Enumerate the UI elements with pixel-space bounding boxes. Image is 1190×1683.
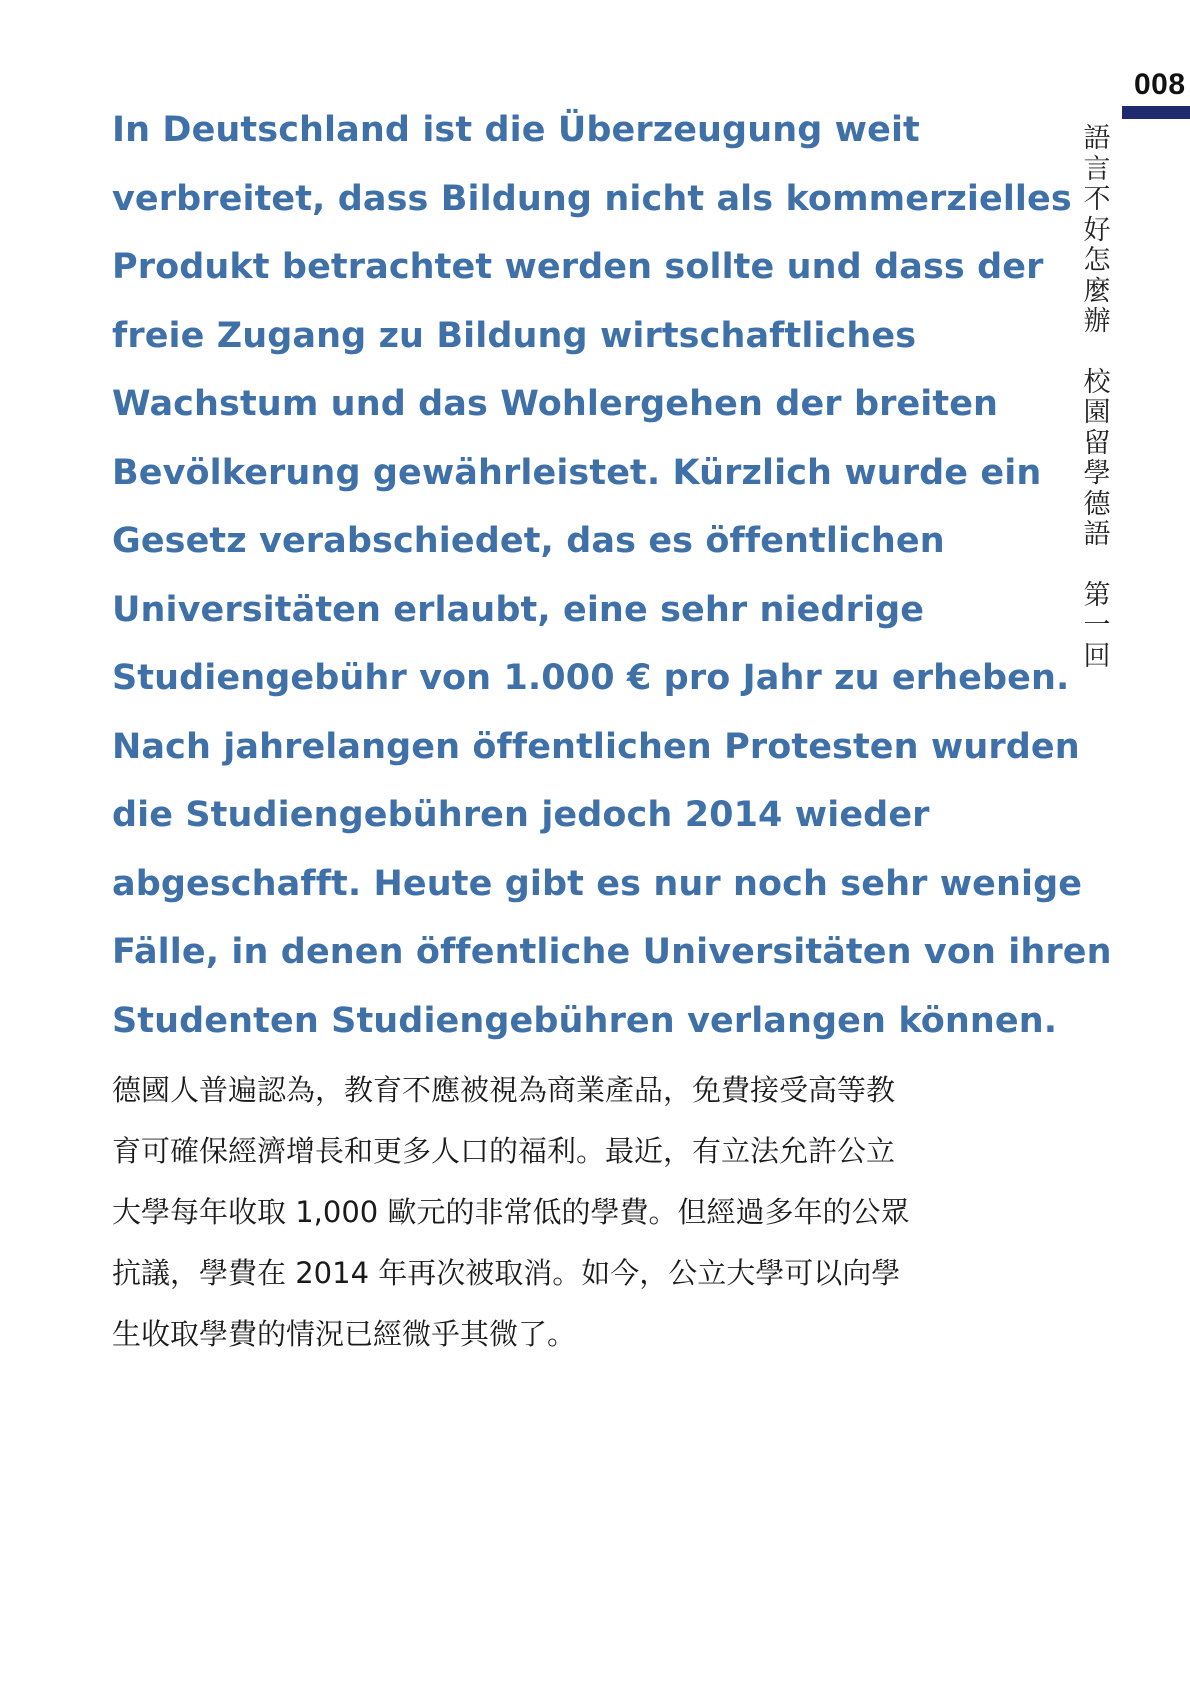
- german-line: Bevölkerung gewährleistet. Kürzlich wurde ein: [112, 452, 1042, 493]
- running-title-spacer: [1080, 551, 1114, 581]
- page-number: 008: [1134, 68, 1186, 101]
- running-title: [1080, 124, 1114, 672]
- chinese-line: 大學每年收取 1,000 歐元的非常低的學費。但經過多年的公眾: [112, 1195, 910, 1229]
- chinese-line: 德國人普遍認為，教育不應被視為商業產品，免費接受高等教: [112, 1073, 896, 1107]
- german-line: Nach jahrelangen öffentlichen Protesten wurden: [112, 726, 1080, 767]
- german-line: verbreitet, dass Bildung nicht als kommerzielles: [112, 178, 1072, 219]
- page-number-bar: [1122, 106, 1190, 119]
- chinese-line: 育可確保經濟增長和更多人口的福利。最近，有立法允許公立: [112, 1134, 896, 1168]
- chinese-line: 抗議，學費在 2014 年再次被取消。如今，公立大學可以向學: [112, 1256, 901, 1290]
- german-line: freie Zugang zu Bildung wirtschaftliches: [112, 315, 917, 356]
- running-title-book: 語言不好怎麼辦: [1083, 123, 1111, 337]
- german-line: Universitäten erlaubt, eine sehr niedrige: [112, 589, 925, 630]
- german-line: Studenten Studiengebühren verlangen können.: [112, 1000, 1058, 1041]
- german-line: Fälle, in denen öffentliche Universitäten von ihren: [112, 932, 1112, 972]
- german-line: abgeschafft. Heute gibt es nur noch sehr wenige: [112, 863, 1083, 904]
- german-line: die Studiengebühren jedoch 2014 wieder: [112, 795, 930, 835]
- german-line: Produkt betrachtet werden sollte und dass der: [112, 247, 1044, 287]
- german-line: Wachstum und das Wohlergehen der breiten: [112, 384, 999, 424]
- running-title-spacer: [1080, 338, 1114, 368]
- running-title-series: 校園留學德語: [1083, 366, 1111, 550]
- chinese-line: 生收取學費的情況已經微乎其微了。: [112, 1317, 577, 1351]
- german-line: In Deutschland ist die Überzeugung weit: [112, 110, 920, 150]
- german-line: Gesetz verabschiedet, das es öffentlichen: [112, 521, 945, 561]
- german-line: Studiengebühr von 1.000 € pro Jahr zu erheben.: [112, 658, 1070, 698]
- chinese-translation-paragraph: [112, 1060, 992, 1365]
- running-title-chapter: 第一回: [1083, 579, 1111, 672]
